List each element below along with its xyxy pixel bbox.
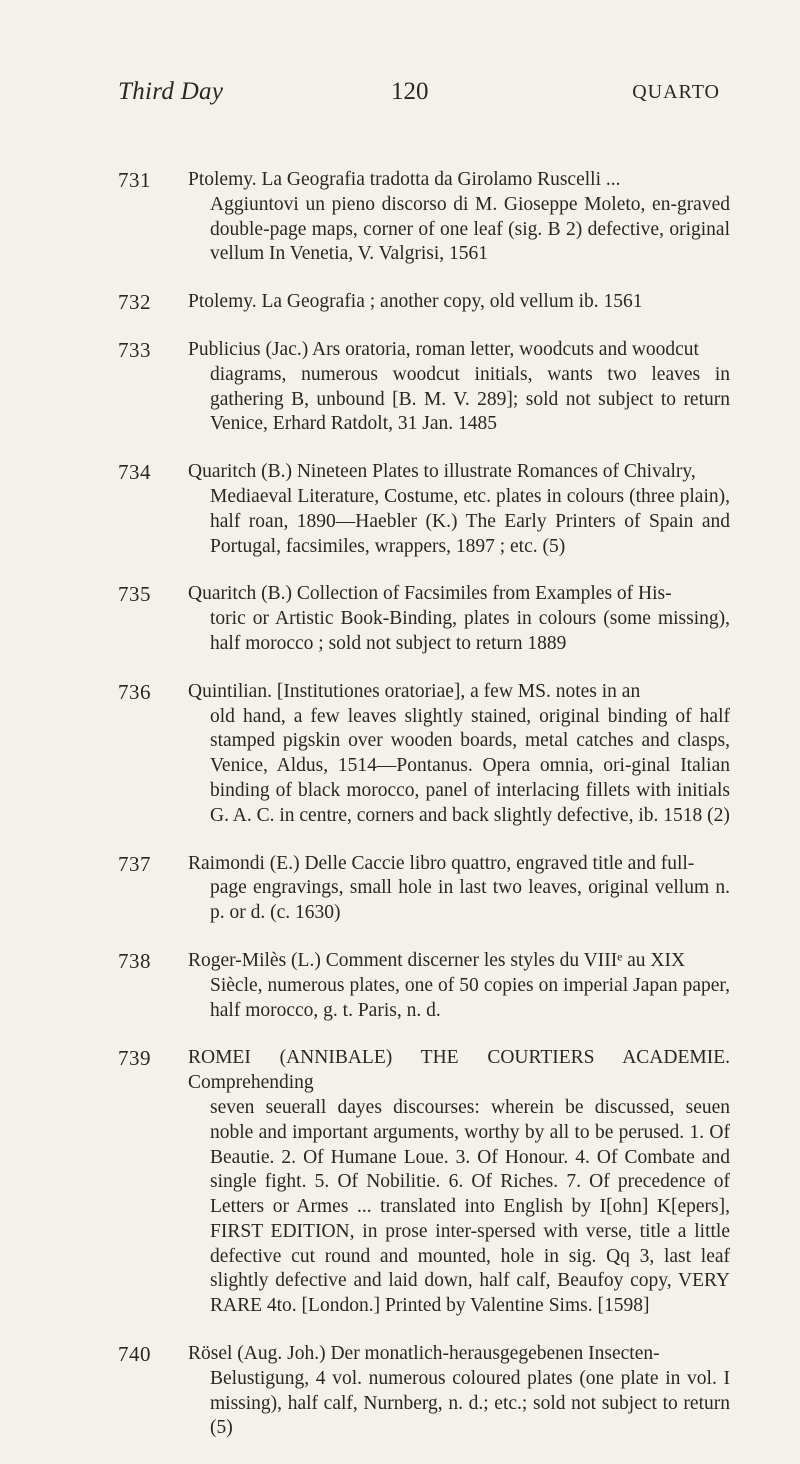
lot-entry xyxy=(118,168,730,267)
lot-entry xyxy=(118,1342,730,1441)
lot-description: toric or Artistic Book-Binding, plates in colours (some missing), half morocco ; sold not subject to return 1889 xyxy=(210,608,730,654)
lot-heading: Quaritch (B.) Nineteen Plates to illustrate Romances of Chivalry, xyxy=(188,461,696,483)
lot-list xyxy=(118,168,730,1464)
lot-heading: Ptolemy. La Geografia ; another copy, old vellum ib. 1561 xyxy=(188,291,643,313)
lot-description: diagrams, numerous woodcut initials, wants two leaves in gathering B, unbound [B. M. V. 289]; sold not subject to return Venice, Erhard Ratdolt, 31 Jan. 1485 xyxy=(210,363,730,435)
lot-heading: Ptolemy. La Geografia tradotta da Girolamo Ruscelli ... xyxy=(188,169,621,190)
lot-description: Mediaeval Literature, Costume, etc. plates in colours (three plain), half roan, 1890—Haebler (K.) The Early Printers of Spain and Portugal, facsimiles, wrappers, 1897 ; etc. (5) xyxy=(210,485,730,557)
page-number: 120 xyxy=(391,78,429,105)
lot-number: 736 xyxy=(118,679,151,704)
lot-description: page engravings, small hole in last two leaves, original vellum n. p. or d. (c. 1630) xyxy=(210,877,730,924)
lot-number: 740 xyxy=(118,1342,151,1367)
lot-heading: Rösel (Aug. Joh.) Der monatlich-herausgegebenen Insecten- xyxy=(188,1343,660,1365)
lot-number: 734 xyxy=(118,460,151,485)
lot-heading: Quaritch (B.) Collection of Facsimiles from Examples of His- xyxy=(188,583,672,605)
lot-number: 732 xyxy=(118,290,151,315)
lot-entry xyxy=(118,338,730,437)
lot-entry xyxy=(118,680,730,829)
lot-heading: Publicius (Jac.) Ars oratoria, roman letter, woodcuts and woodcut xyxy=(188,338,699,360)
lot-description: old hand, a few leaves slightly stained, original binding of half stamped pigskin over wooden boards, metal catches and clasps, Venice, Aldus, 1514—Pontanus. Opera omnia, ori-ginal Italian binding of black morocco, panel of interlacing fillets with initials G. A. C. in centre, corners and back slightly defective, ib. 1518 (2) xyxy=(210,705,730,826)
lot-entry xyxy=(118,460,730,559)
lot-entry xyxy=(118,582,730,656)
running-head xyxy=(118,78,720,114)
lot-number: 735 xyxy=(118,582,151,607)
lot-heading: ROMEI (ANNIBALE) THE COURTIERS ACADEMIE. Comprehending xyxy=(188,1047,730,1094)
lot-description: Siècle, numerous plates, one of 50 copies on imperial Japan paper, half morocco, g. t. Paris, n. d. xyxy=(210,974,730,1021)
lot-description: Belustigung, 4 vol. numerous coloured plates (one plate in vol. I missing), half calf, Nurnberg, n. d.; etc.; sold not subject to return (5) xyxy=(210,1367,730,1439)
lot-number: 737 xyxy=(118,851,151,876)
lot-number: 739 xyxy=(118,1046,151,1071)
lot-entry xyxy=(118,1046,730,1319)
lot-number: 733 xyxy=(118,337,151,362)
lot-entry xyxy=(118,290,730,315)
day-heading: Third Day xyxy=(118,78,224,105)
lot-number: 738 xyxy=(118,948,151,973)
lot-description: seven seuerall dayes discourses: wherein be discussed, seuen noble and important arguments, worthy by all to be perused. 1. Of Beautie. 2. Of Humane Loue. 3. Of Honour. 4. Of Combate and single fight. 5. Of Nobilitie. 6. Of Riches. 7. Of precedence of Letters or Armes ... translated into English by I[ohn] K[epers], FIRST EDITION, in prose inter-spersed with verse, title a little defective cut round and mounted, hole in sig. Qq 3, last leaf slightly defective and laid down, half calf, Beaufoy copy, VERY RARE 4to. [London.] Printed by Valentine Sims. [1598] xyxy=(210,1096,730,1317)
format-heading: QUARTO xyxy=(632,81,720,103)
lot-number: 731 xyxy=(118,168,151,192)
lot-entry xyxy=(118,949,730,1023)
lot-heading: Roger-Milès (L.) Comment discerner les styles du VIIIᵉ au XIX xyxy=(188,949,686,971)
lot-heading: Quintilian. [Institutiones oratoriae], a few MS. notes in an xyxy=(188,680,641,702)
lot-entry xyxy=(118,852,730,926)
lot-heading: Raimondi (E.) Delle Caccie libro quattro, engraved title and full- xyxy=(188,852,695,874)
lot-description: Aggiuntovi un pieno discorso di M. Gioseppe Moleto, en-graved double-page maps, corner of one leaf (sig. B 2) defective, original vellum In Venetia, V. Valgrisi, 1561 xyxy=(210,193,730,265)
